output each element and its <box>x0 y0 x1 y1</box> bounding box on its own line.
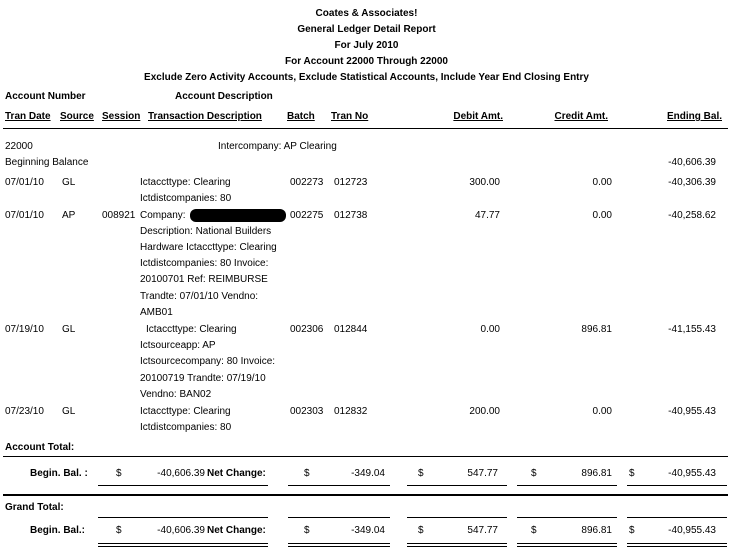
double-underline <box>288 546 390 547</box>
tran-debit: 47.77 <box>474 210 500 221</box>
tran-desc-line: 20100701 Ref: REIMBURSE <box>140 274 268 285</box>
tran-ending: -40,258.62 <box>668 210 716 221</box>
report-title: General Ledger Detail Report <box>297 24 436 35</box>
tran-no: 012844 <box>334 324 368 335</box>
tran-source: GL <box>62 324 76 335</box>
tran-desc-line: Ictdistcompanies: 80 <box>140 193 232 204</box>
currency-symbol: $ <box>531 468 537 479</box>
double-underline <box>627 543 727 544</box>
account-description: Intercompany: AP Clearing <box>218 141 337 152</box>
col-tran-no: Tran No <box>331 111 369 122</box>
tran-ending: -41,155.43 <box>668 324 716 335</box>
col-account-number: Account Number <box>5 91 86 102</box>
double-underline <box>288 543 390 544</box>
tran-source: GL <box>62 177 76 188</box>
double-underline <box>517 546 617 547</box>
account-number: 22000 <box>5 141 33 152</box>
tran-desc-line: Vendno: BAN02 <box>140 389 212 400</box>
double-underline <box>407 543 507 544</box>
tran-desc-line: Ictaccttype: Clearing <box>146 324 237 335</box>
tran-no: 012738 <box>334 210 368 221</box>
total-underline <box>517 485 617 486</box>
grand-overline <box>288 517 390 518</box>
tran-desc-line: Ictsourceapp: AP <box>140 340 216 351</box>
total-underline <box>627 485 727 486</box>
tran-ending: -40,955.43 <box>668 406 716 417</box>
tran-desc-line: AMB01 <box>140 307 173 318</box>
tran-desc-line: Ictdistcompanies: 80 <box>140 422 232 433</box>
currency-symbol: $ <box>531 525 537 536</box>
total-underline <box>407 485 507 486</box>
tran-credit: 0.00 <box>592 210 612 221</box>
begin-bal-value: -40,606.39 <box>157 468 205 479</box>
tran-desc-line: Description: National Builders <box>140 226 272 237</box>
tran-session: 008921 <box>102 210 136 221</box>
tran-source: AP <box>62 210 76 221</box>
tran-desc-line: Ictsourcecompany: 80 Invoice: <box>140 356 276 367</box>
col-tran-date: Tran Date <box>5 111 51 122</box>
grand-overline <box>517 517 617 518</box>
col-debit: Debit Amt. <box>453 111 503 122</box>
grand-overline <box>98 517 268 518</box>
double-underline <box>98 546 268 547</box>
double-underline <box>517 543 617 544</box>
tran-desc-line: Ictaccttype: Clearing <box>140 406 231 417</box>
currency-symbol: $ <box>304 525 310 536</box>
currency-symbol: $ <box>629 525 635 536</box>
ending-total: -40,955.43 <box>668 468 716 479</box>
tran-desc-line: Ictdistcompanies: 80 Invoice: <box>140 258 269 269</box>
double-underline <box>98 543 268 544</box>
tran-credit: 0.00 <box>592 406 612 417</box>
account-range: For Account 22000 Through 22000 <box>284 56 448 67</box>
report-period: For July 2010 <box>334 40 399 51</box>
tran-source: GL <box>62 406 76 417</box>
total-underline <box>288 485 390 486</box>
col-batch: Batch <box>287 111 315 122</box>
credit-total: 896.81 <box>581 468 612 479</box>
tran-desc-line: Company: <box>140 210 186 221</box>
credit-total: 896.81 <box>581 525 612 536</box>
tran-debit: 200.00 <box>469 406 500 417</box>
ending-total: -40,955.43 <box>668 525 716 536</box>
col-transaction-description: Transaction Description <box>148 111 262 122</box>
net-change-value: -349.04 <box>351 525 385 536</box>
currency-symbol: $ <box>304 468 310 479</box>
net-change-label: Net Change: <box>207 525 266 536</box>
currency-symbol: $ <box>418 468 424 479</box>
report-options: Exclude Zero Activity Accounts, Exclude Statistical Accounts, Include Year End Closing Entry <box>144 72 589 83</box>
tran-batch: 002273 <box>290 177 324 188</box>
tran-batch: 002306 <box>290 324 324 335</box>
col-ending: Ending Bal. <box>667 111 722 122</box>
begin-bal-label: Begin. Bal.: <box>30 525 86 536</box>
tran-debit: 300.00 <box>469 177 500 188</box>
tran-credit: 896.81 <box>581 324 612 335</box>
tran-date: 07/23/10 <box>5 406 44 417</box>
tran-date: 07/01/10 <box>5 177 44 188</box>
net-change-value: -349.04 <box>351 468 385 479</box>
tran-no: 012832 <box>334 406 368 417</box>
account-total-label: Account Total: <box>5 442 75 453</box>
tran-credit: 0.00 <box>592 177 612 188</box>
tran-desc-line: Ictaccttype: Clearing <box>140 177 231 188</box>
tran-batch: 002303 <box>290 406 324 417</box>
grand-overline <box>407 517 507 518</box>
col-session: Session <box>102 111 141 122</box>
grand-overline <box>627 517 727 518</box>
currency-symbol: $ <box>116 468 122 479</box>
double-underline <box>407 546 507 547</box>
total-underline <box>98 485 268 486</box>
col-credit: Credit Amt. <box>554 111 608 122</box>
double-underline <box>627 546 727 547</box>
tran-desc-line: Hardware Ictaccttype: Clearing <box>140 242 277 253</box>
net-change-label: Net Change: <box>207 468 266 479</box>
beginning-balance-value: -40,606.39 <box>668 157 716 168</box>
company-name: Coates & Associates! <box>315 8 418 19</box>
begin-bal-label: Begin. Bal. : <box>30 468 88 479</box>
debit-total: 547.77 <box>467 468 498 479</box>
col-account-description: Account Description <box>175 91 273 102</box>
tran-date: 07/19/10 <box>5 324 44 335</box>
header-rule <box>3 128 728 129</box>
tran-ending: -40,306.39 <box>668 177 716 188</box>
col-source: Source <box>60 111 94 122</box>
currency-symbol: $ <box>418 525 424 536</box>
tran-debit: 0.00 <box>480 324 500 335</box>
tran-no: 012723 <box>334 177 368 188</box>
debit-total: 547.77 <box>467 525 498 536</box>
begin-bal-value: -40,606.39 <box>157 525 205 536</box>
tran-desc-line: 20100719 Trandte: 07/19/10 <box>140 373 266 384</box>
tran-date: 07/01/10 <box>5 210 44 221</box>
grand-total-rule <box>3 494 728 496</box>
redaction-mark <box>190 209 286 222</box>
account-total-rule <box>3 456 728 457</box>
tran-batch: 002275 <box>290 210 324 221</box>
currency-symbol: $ <box>116 525 122 536</box>
beginning-balance-label: Beginning Balance <box>5 157 89 168</box>
grand-total-label: Grand Total: <box>5 502 64 513</box>
tran-desc-line: Trandte: 07/01/10 Vendno: <box>140 291 259 302</box>
currency-symbol: $ <box>629 468 635 479</box>
